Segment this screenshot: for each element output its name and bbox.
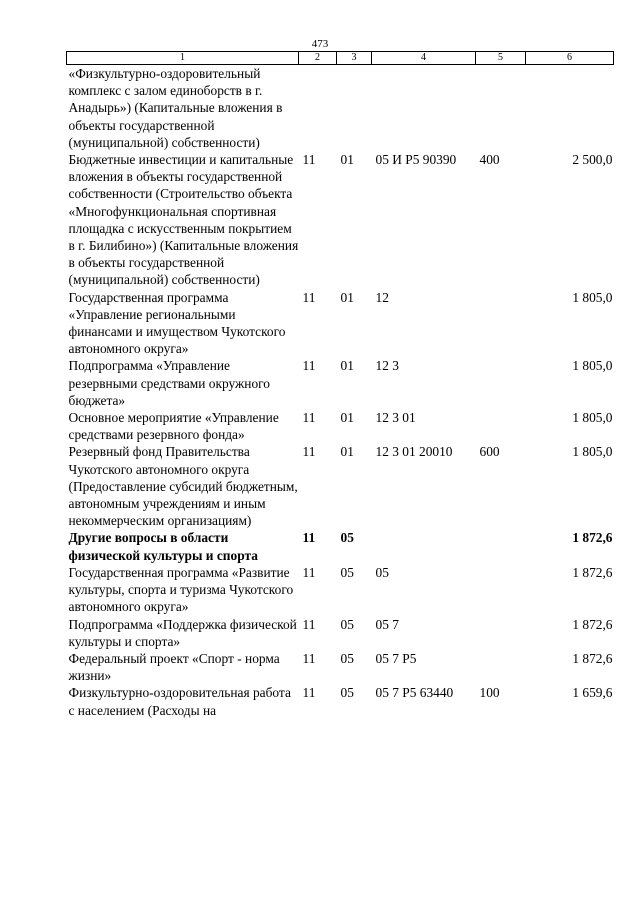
table-row xyxy=(67,616,614,650)
row-target-article: 12 3 01 xyxy=(375,410,416,426)
row-amount xyxy=(526,65,614,152)
column-header: 6 xyxy=(526,52,614,65)
table-row xyxy=(67,151,614,289)
table-row xyxy=(67,65,614,152)
row-name: Бюджетные инвестиции и капитальные вложения в объекты государственной собственности (Строительство объекта «Многофункциональная спортивная площадка с искусственным покрытием в г. Билибино») (Капитальные вложения в объекты государственной (муниципальной) собственности) xyxy=(68,152,299,288)
column-header: 2 xyxy=(299,52,337,65)
row-expense-type xyxy=(476,529,526,563)
row-amount: 1 805,0 xyxy=(572,410,613,426)
row-target-article: 05 И Р5 90390 xyxy=(375,152,457,168)
row-subsection: 05 xyxy=(340,616,354,632)
row-expense-type: 600 xyxy=(479,444,500,460)
row-expense-type xyxy=(476,289,526,358)
row-expense-type xyxy=(476,357,526,409)
budget-table xyxy=(66,51,614,719)
table-row xyxy=(67,409,614,443)
row-subsection: 05 xyxy=(340,650,354,666)
row-section: 11 xyxy=(302,410,316,426)
row-subsection: 01 xyxy=(340,289,354,305)
row-amount: 1 659,6 xyxy=(572,685,613,701)
row-expense-type: 100 xyxy=(479,685,500,701)
row-section: 11 xyxy=(302,152,316,168)
row-name: Подпрограмма «Управление резервными средствами окружного бюджета» xyxy=(68,358,270,408)
row-expense-type xyxy=(476,65,526,152)
row-subsection: 05 xyxy=(340,685,354,701)
row-section xyxy=(299,65,337,152)
row-amount: 1 872,6 xyxy=(572,530,613,546)
row-expense-type xyxy=(476,616,526,650)
row-subsection: 01 xyxy=(340,444,354,460)
row-expense-type xyxy=(476,650,526,684)
table-row xyxy=(67,289,614,358)
row-expense-type xyxy=(476,564,526,616)
row-subsection: 01 xyxy=(340,410,354,426)
row-subsection: 05 xyxy=(340,530,354,546)
row-subsection: 01 xyxy=(340,358,354,374)
row-section: 11 xyxy=(302,530,316,546)
table-row xyxy=(67,684,614,718)
row-target-article: 05 7 Р5 63440 xyxy=(375,685,454,701)
row-target-article xyxy=(372,65,476,152)
row-name: Резервный фонд Правительства Чукотского автономного округа (Предоставление субсидий бюджетным, автономным учреждениям и иным некоммерческим организациям) xyxy=(68,444,298,529)
row-name: Подпрограмма «Поддержка физической культуры и спорта» xyxy=(68,616,297,649)
row-amount: 1 805,0 xyxy=(572,444,613,460)
page-number: 473 xyxy=(311,38,329,50)
row-amount: 1 872,6 xyxy=(572,616,613,632)
row-amount: 1 872,6 xyxy=(572,564,613,580)
row-section: 11 xyxy=(302,444,316,460)
row-section: 11 xyxy=(302,650,316,666)
row-target-article: 12 xyxy=(375,289,389,305)
row-target-article: 05 7 xyxy=(375,616,399,632)
row-name: «Физкультурно-оздоровительный комплекс с залом единоборств в г. Анадырь») (Капитальные вложения в объекты государственной (муниципальной) собственности) xyxy=(68,66,283,150)
row-amount: 2 500,0 xyxy=(572,152,613,168)
row-section: 11 xyxy=(302,564,316,580)
row-expense-type xyxy=(476,409,526,443)
row-target-article: 12 3 xyxy=(375,358,399,374)
table-row xyxy=(67,650,614,684)
row-section: 11 xyxy=(302,685,316,701)
row-target-article: 12 3 01 20010 xyxy=(375,444,453,460)
row-section: 11 xyxy=(302,289,316,305)
row-name: Государственная программа «Управление региональными финансами и имуществом Чукотского автономного округа» xyxy=(68,289,286,357)
row-subsection xyxy=(337,65,372,152)
row-name: Физкультурно-оздоровительная работа с населением (Расходы на xyxy=(68,685,291,718)
row-amount: 1 805,0 xyxy=(572,289,613,305)
row-subsection: 01 xyxy=(340,152,354,168)
row-amount: 1 872,6 xyxy=(572,650,613,666)
table-row xyxy=(67,529,614,563)
row-amount: 1 805,0 xyxy=(572,358,613,374)
row-name: Другие вопросы в области физической культуры и спорта xyxy=(68,530,258,563)
column-header: 5 xyxy=(476,52,526,65)
table-row xyxy=(67,443,614,529)
row-section: 11 xyxy=(302,616,316,632)
row-expense-type: 400 xyxy=(479,152,500,168)
table-row xyxy=(67,564,614,616)
table-row xyxy=(67,357,614,409)
row-name: Федеральный проект «Спорт - норма жизни» xyxy=(68,650,280,684)
row-name: Основное мероприятие «Управление средствами резервного фонда» xyxy=(68,410,279,443)
column-header: 3 xyxy=(337,52,372,65)
row-section: 11 xyxy=(302,358,316,374)
column-header: 4 xyxy=(372,52,476,65)
row-name: Государственная программа «Развитие культуры, спорта и туризма Чукотского автономного округа» xyxy=(68,564,294,615)
row-subsection: 05 xyxy=(340,564,354,580)
table-header-row xyxy=(67,52,614,65)
row-target-article: 05 xyxy=(375,564,389,580)
row-target-article xyxy=(372,529,476,563)
column-header: 1 xyxy=(67,52,299,65)
row-target-article: 05 7 Р5 xyxy=(375,650,417,666)
